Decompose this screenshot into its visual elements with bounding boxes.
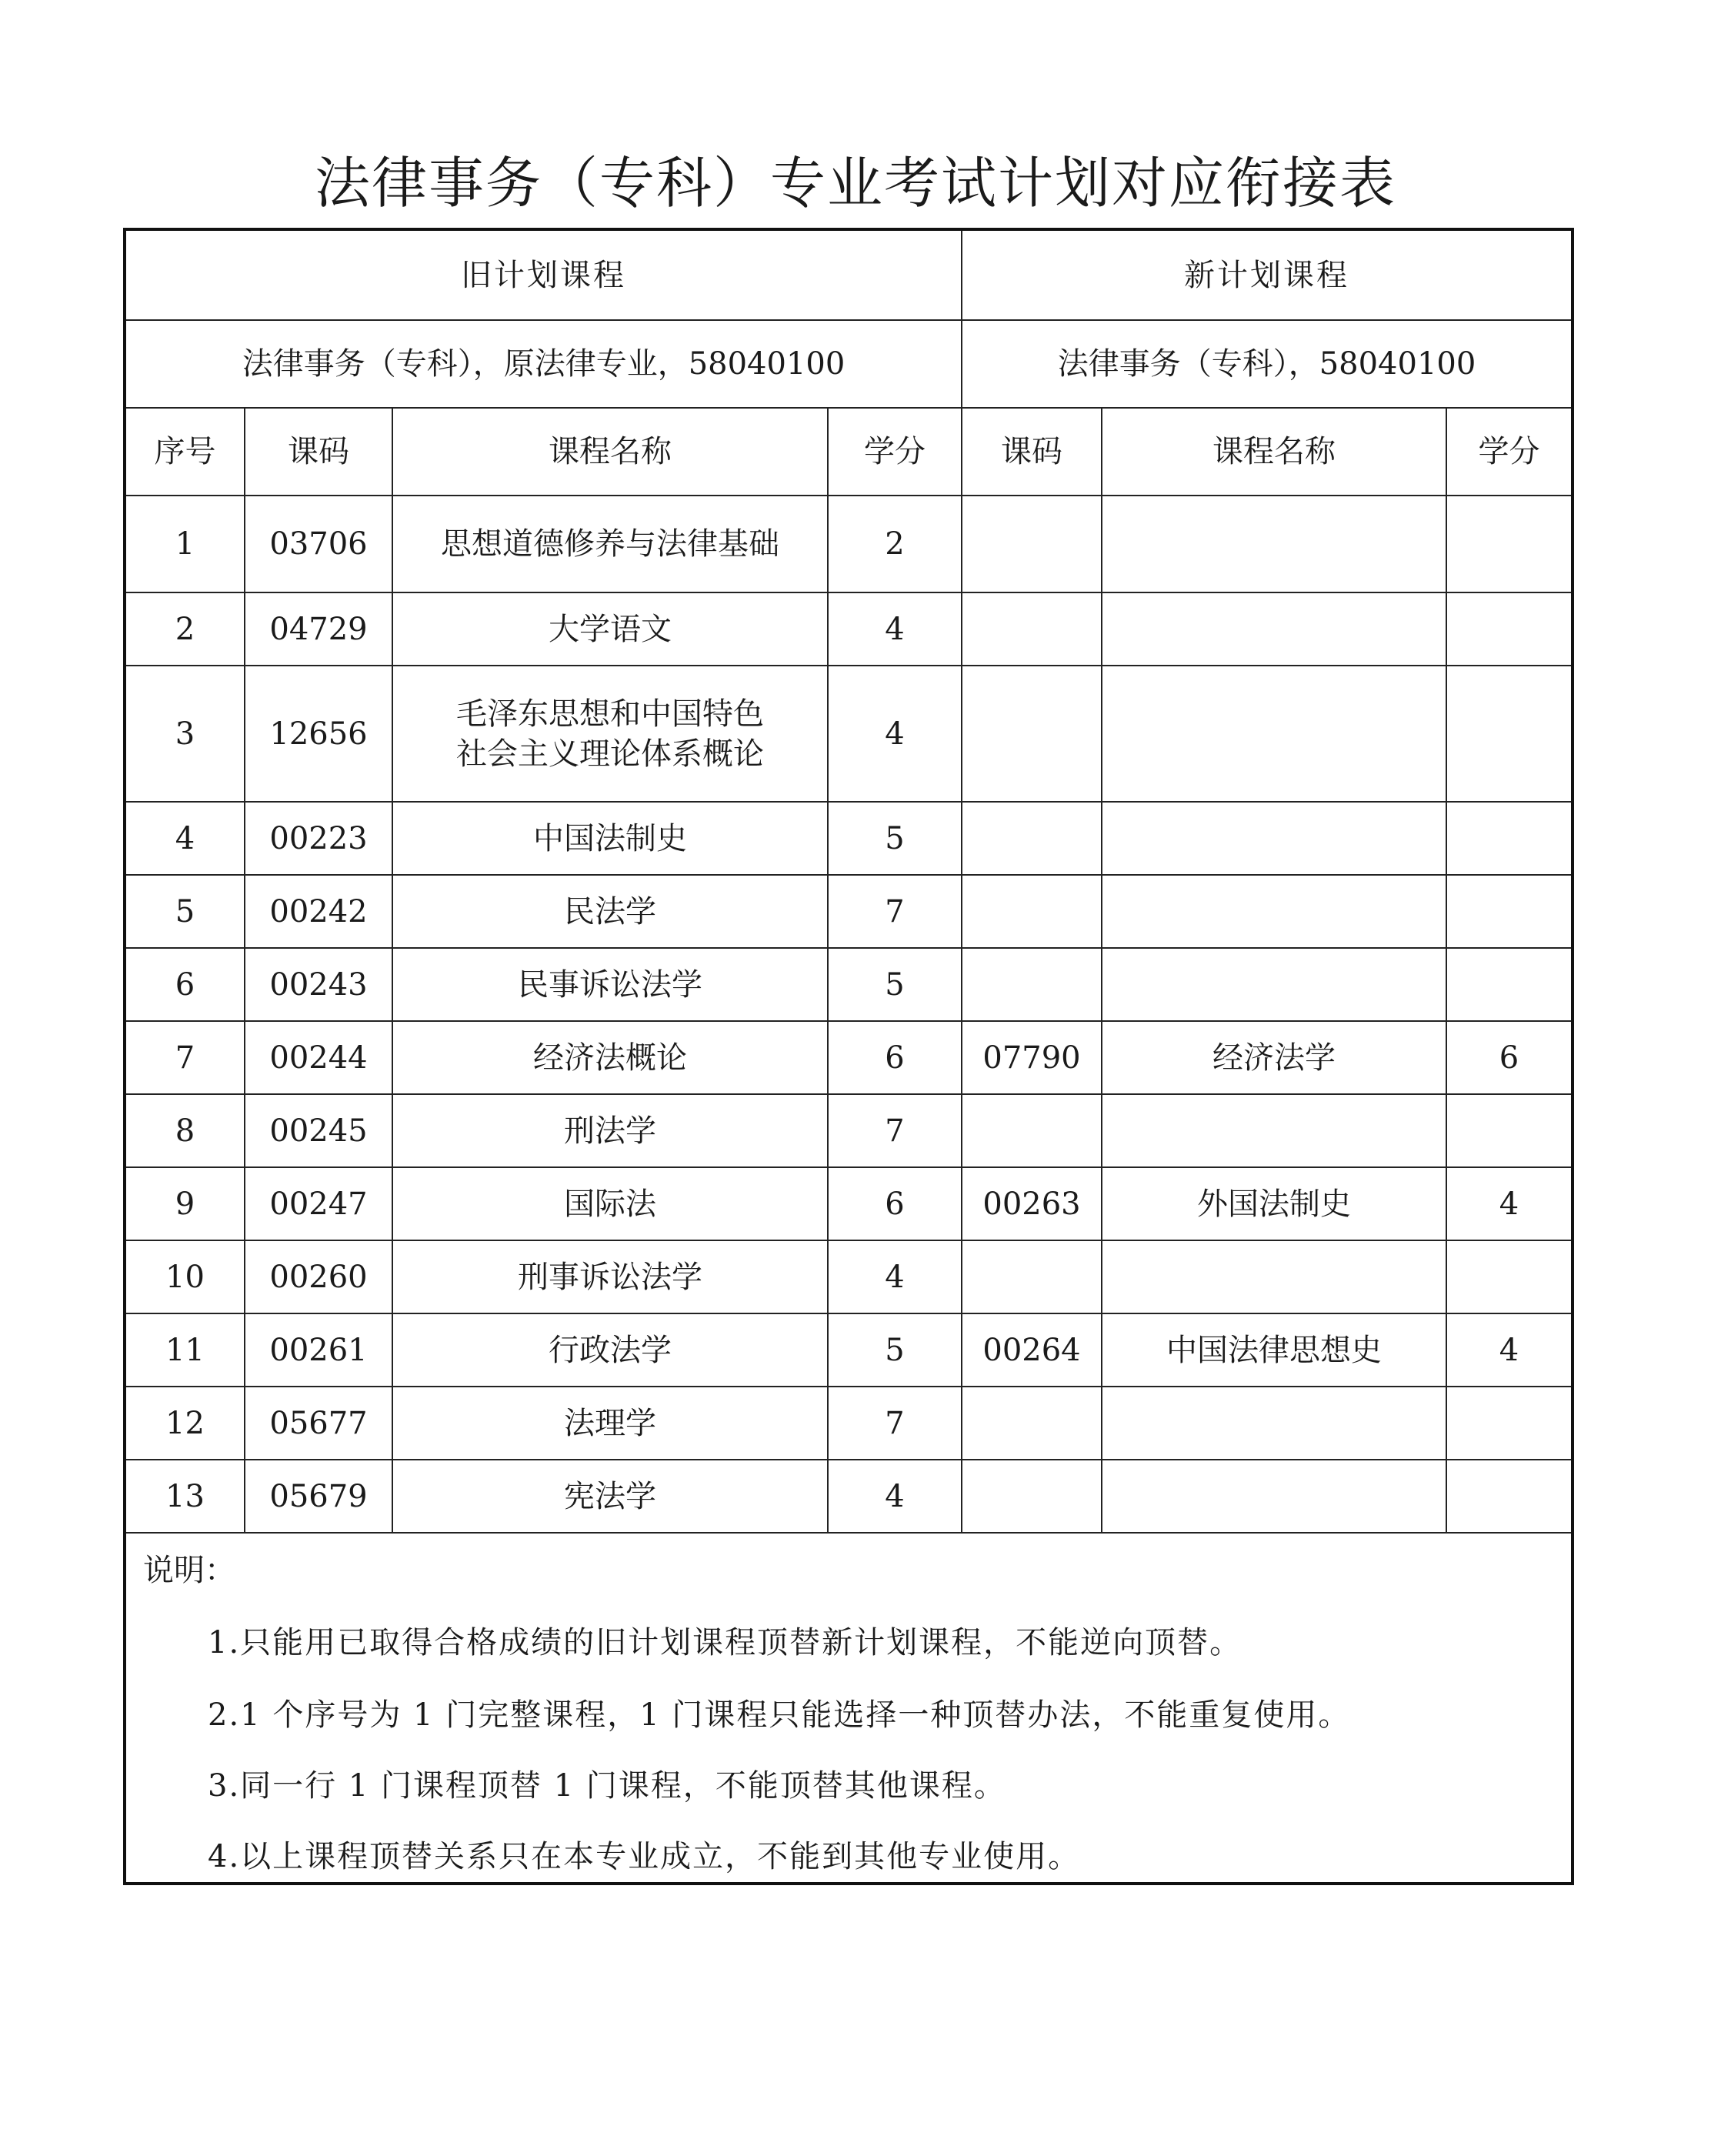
credits-cell: 2: [828, 496, 962, 592]
code-cell: 05677: [245, 1387, 392, 1460]
name-cell: 法理学: [392, 1387, 828, 1460]
table-row: [126, 948, 1571, 1021]
name-line-1: 毛泽东思想和中国特色: [456, 696, 764, 732]
note-item-1: 1.只能用已取得合格成绩的旧计划课程顶替新计划课程，不能逆向顶替。: [208, 1625, 1242, 1660]
new-credits-cell: [1446, 592, 1571, 666]
name-cell: 思想道德修养与法律基础: [392, 496, 828, 592]
seq-cell: 12: [126, 1387, 245, 1460]
new-credits-cell: [1446, 802, 1571, 875]
seq-cell: 10: [126, 1240, 245, 1313]
credits-cell: 4: [828, 592, 962, 666]
new-name-cell: [1102, 1460, 1446, 1533]
table-row: [126, 496, 1571, 592]
new-credits-cell: 6: [1446, 1021, 1571, 1094]
credits-cell: 7: [828, 1094, 962, 1167]
note-item-3: 3.同一行 1 门课程顶替 1 门课程，不能顶替其他课程。: [208, 1768, 1006, 1804]
mapping-table-frame: [123, 228, 1574, 1885]
plan-header-row: [126, 231, 1571, 320]
credits-cell: 4: [828, 1240, 962, 1313]
new-name-cell: [1102, 948, 1446, 1021]
credits-cell: 5: [828, 1313, 962, 1387]
name-cell: 中国法制史: [392, 802, 828, 875]
code-cell: 00244: [245, 1021, 392, 1094]
credits-cell: 5: [828, 802, 962, 875]
new-name-cell: 经济法学: [1102, 1021, 1446, 1094]
new-code-cell: [962, 875, 1102, 948]
note-item-2: 2.1 个序号为 1 门完整课程，1 门课程只能选择一种顶替办法，不能重复使用。: [208, 1697, 1351, 1733]
name-cell: 行政法学: [392, 1313, 828, 1387]
code-cell: 00223: [245, 802, 392, 875]
code-cell: 00243: [245, 948, 392, 1021]
credits-cell: 7: [828, 875, 962, 948]
col-name-header: 课程名称: [392, 408, 828, 496]
credits-cell: 4: [828, 666, 962, 802]
name-cell: 民事诉讼法学: [392, 948, 828, 1021]
new-credits-cell: [1446, 948, 1571, 1021]
name-cell: 刑法学: [392, 1094, 828, 1167]
new-credits-cell: [1446, 1460, 1571, 1533]
credits-cell: 5: [828, 948, 962, 1021]
seq-cell: 7: [126, 1021, 245, 1094]
code-cell: 00242: [245, 875, 392, 948]
credits-cell: 4: [828, 1460, 962, 1533]
new-credits-cell: [1446, 666, 1571, 802]
seq-cell: 4: [126, 802, 245, 875]
new-name-cell: [1102, 1240, 1446, 1313]
credits-cell: 6: [828, 1021, 962, 1094]
new-name-cell: [1102, 496, 1446, 592]
new-name-cell: [1102, 802, 1446, 875]
code-cell: 00261: [245, 1313, 392, 1387]
table-row: [126, 1094, 1571, 1167]
code-cell: 00260: [245, 1240, 392, 1313]
new-code-cell: [962, 948, 1102, 1021]
new-code-cell: [962, 802, 1102, 875]
col-new-name-header: 课程名称: [1102, 408, 1446, 496]
table-row: [126, 1240, 1571, 1313]
new-code-cell: [962, 1460, 1102, 1533]
seq-cell: 8: [126, 1094, 245, 1167]
new-code-cell: 00264: [962, 1313, 1102, 1387]
major-row: [126, 320, 1571, 408]
name-cell: 宪法学: [392, 1460, 828, 1533]
new-name-cell: [1102, 666, 1446, 802]
seq-cell: 13: [126, 1460, 245, 1533]
name-cell: 经济法概论: [392, 1021, 828, 1094]
code-cell: 12656: [245, 666, 392, 802]
new-name-cell: 外国法制史: [1102, 1167, 1446, 1240]
name-cell: [392, 666, 828, 802]
old-plan-header: 旧计划课程: [126, 231, 962, 320]
name-cell: 民法学: [392, 875, 828, 948]
old-major-info: 法律事务（专科），原法律专业，58040100: [126, 320, 962, 408]
col-new-credits-header: 学分: [1446, 408, 1571, 496]
code-cell: 04729: [245, 592, 392, 666]
table-row: [126, 666, 1571, 802]
new-plan-header: 新计划课程: [962, 231, 1571, 320]
new-credits-cell: 4: [1446, 1167, 1571, 1240]
col-new-code-header: 课码: [962, 408, 1102, 496]
course-mapping-table: [126, 231, 1571, 1534]
new-code-cell: [962, 1240, 1102, 1313]
seq-cell: 6: [126, 948, 245, 1021]
new-name-cell: [1102, 875, 1446, 948]
new-credits-cell: [1446, 496, 1571, 592]
seq-cell: 11: [126, 1313, 245, 1387]
col-code-header: 课码: [245, 408, 392, 496]
new-code-cell: [962, 496, 1102, 592]
credits-cell: 6: [828, 1167, 962, 1240]
table-row: [126, 875, 1571, 948]
code-cell: 05679: [245, 1460, 392, 1533]
column-header-row: [126, 408, 1571, 496]
table-row: [126, 1387, 1571, 1460]
new-code-cell: 07790: [962, 1021, 1102, 1094]
name-cell: 刑事诉讼法学: [392, 1240, 828, 1313]
table-row: [126, 802, 1571, 875]
seq-cell: 1: [126, 496, 245, 592]
table-row: [126, 1313, 1571, 1387]
name-cell: 大学语文: [392, 592, 828, 666]
new-credits-cell: 4: [1446, 1313, 1571, 1387]
new-name-cell: [1102, 1094, 1446, 1167]
credits-cell: 7: [828, 1387, 962, 1460]
table-row: [126, 1167, 1571, 1240]
notes-label: 说明：: [143, 1553, 235, 1588]
name-cell: 国际法: [392, 1167, 828, 1240]
col-seq-header: 序号: [126, 408, 245, 496]
col-credits-header: 学分: [828, 408, 962, 496]
code-cell: 00247: [245, 1167, 392, 1240]
seq-cell: 3: [126, 666, 245, 802]
page-title: 法律事务（专科）专业考试计划对应衔接表: [314, 151, 1396, 215]
new-name-cell: [1102, 592, 1446, 666]
new-major-info: 法律事务（专科），58040100: [962, 320, 1571, 408]
table-row: [126, 592, 1571, 666]
new-credits-cell: [1446, 1094, 1571, 1167]
new-code-cell: [962, 1094, 1102, 1167]
new-code-cell: 00263: [962, 1167, 1102, 1240]
new-name-cell: 中国法律思想史: [1102, 1313, 1446, 1387]
table-row: [126, 1460, 1571, 1533]
new-code-cell: [962, 666, 1102, 802]
new-credits-cell: [1446, 875, 1571, 948]
code-cell: 03706: [245, 496, 392, 592]
note-item-4: 4.以上课程顶替关系只在本专业成立，不能到其他专业使用。: [208, 1839, 1081, 1874]
new-code-cell: [962, 592, 1102, 666]
new-name-cell: [1102, 1387, 1446, 1460]
seq-cell: 2: [126, 592, 245, 666]
code-cell: 00245: [245, 1094, 392, 1167]
seq-cell: 9: [126, 1167, 245, 1240]
name-line-2: 社会主义理论体系概论: [456, 736, 764, 772]
new-credits-cell: [1446, 1240, 1571, 1313]
table-row: [126, 1021, 1571, 1094]
seq-cell: 5: [126, 875, 245, 948]
new-credits-cell: [1446, 1387, 1571, 1460]
new-code-cell: [962, 1387, 1102, 1460]
